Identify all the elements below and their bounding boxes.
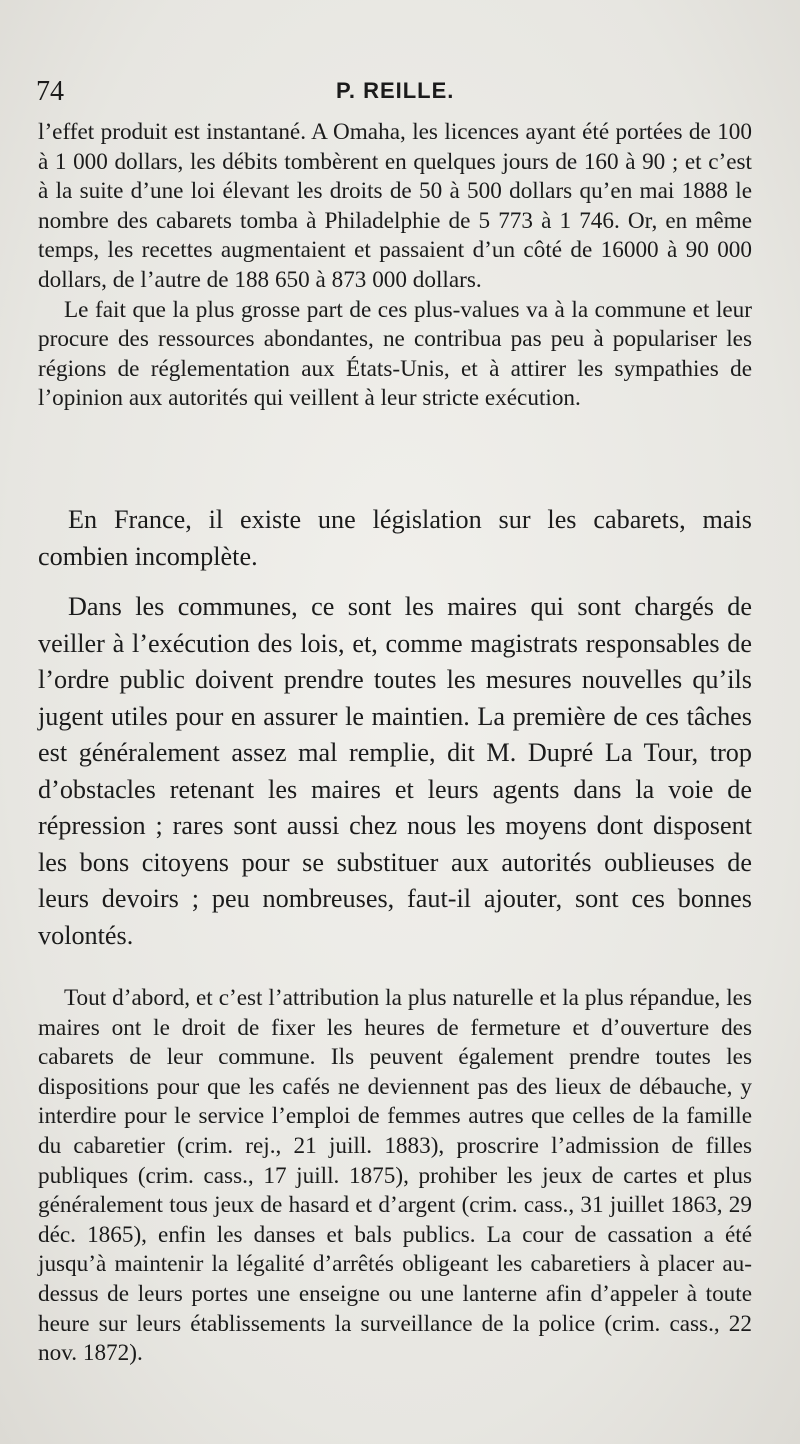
running-head: P. REILLE. (336, 78, 455, 103)
paragraph: Le fait que la plus grosse part de ces plus-values va à la commune et leur procure des ressources abondantes, ne contribua pas peu à populariser les régions de réglementation aux États-Unis, et à attirer les sympathies de l’opinion aux autorités qui veillent à leur stricte exécution. (38, 296, 752, 412)
page-number: 74 (36, 76, 64, 107)
paragraph: Tout d’abord, et c’est l’attribution la plus naturelle et la plus répandue, les maires ont le droit de fixer les heures de fermeture et d’ouverture des cabarets de leur commune. Ils peuvent également prendre toutes les dispositions pour que les cafés ne deviennent pas des lieux de débauche, y interdire pour le service l’emploi de femmes autres que celles de la famille du cabaretier (crim. rej., 21 juill. 1883), proscrire l’admission de filles publiques (crim. cass., 17 juill. 1875), prohiber les jeux de cartes et plus généralement tous jeux de hasard et d’argent (crim. cass., 31 juillet 1863, 29 déc. 1865), enfin les danses et bals publics. La cour de cassation a été jusqu’à maintenir la légalité d’arrêtés obligeant les cabaretiers à placer au-dessus de leurs portes une enseigne ou une lanterne afin d’appeler à toute heure sur leurs établissements la surveillance de la police (crim. cass., 22 nov. 1872). (38, 985, 752, 1367)
text-block-closing (38, 984, 752, 1369)
text-block-intro (38, 118, 752, 414)
paragraph: Dans les communes, ce sont les maires qui sont chargés de veiller à l’exécution des lois, et, comme magistrats responsables de l’ordre public doivent prendre toutes les mesures nouvelles qu’ils jugent utiles pour en assurer le maintien. La première de ces tâches est généralement assez mal remplie, dit M. Dupré La Tour, trop d’obstacles retenant les maires et leurs agents dans la voie de répression ; rares sont aussi chez nous les moyens dont disposent les bons citoyens pour se substituer aux autorités oublieuses de leurs devoirs ; peu nombreuses, faut-il ajouter, sont ces bonnes volontés. (38, 592, 752, 950)
page-header (36, 76, 760, 112)
paragraph: En France, il existe une législation sur les cabarets, mais combien incomplète. (38, 505, 752, 571)
paragraph: l’effet produit est instantané. A Omaha, les licences ayant été portées de 100 à 1 000 dollars, les débits tombèrent en quelques jours de 160 à 90 ; et c’est à la suite d’une loi élevant les droits de 50 à 500 dollars qu’en mai 1888 le nombre des cabarets tomba à Philadelphie de 5 773 à 1 746. Or, en même temps, les recettes augmentaient et passaient d’un côté de 16000 à 90 000 dollars, de l’autre de 188 650 à 873 000 dollars. (38, 119, 752, 293)
text-block-main (38, 502, 752, 954)
